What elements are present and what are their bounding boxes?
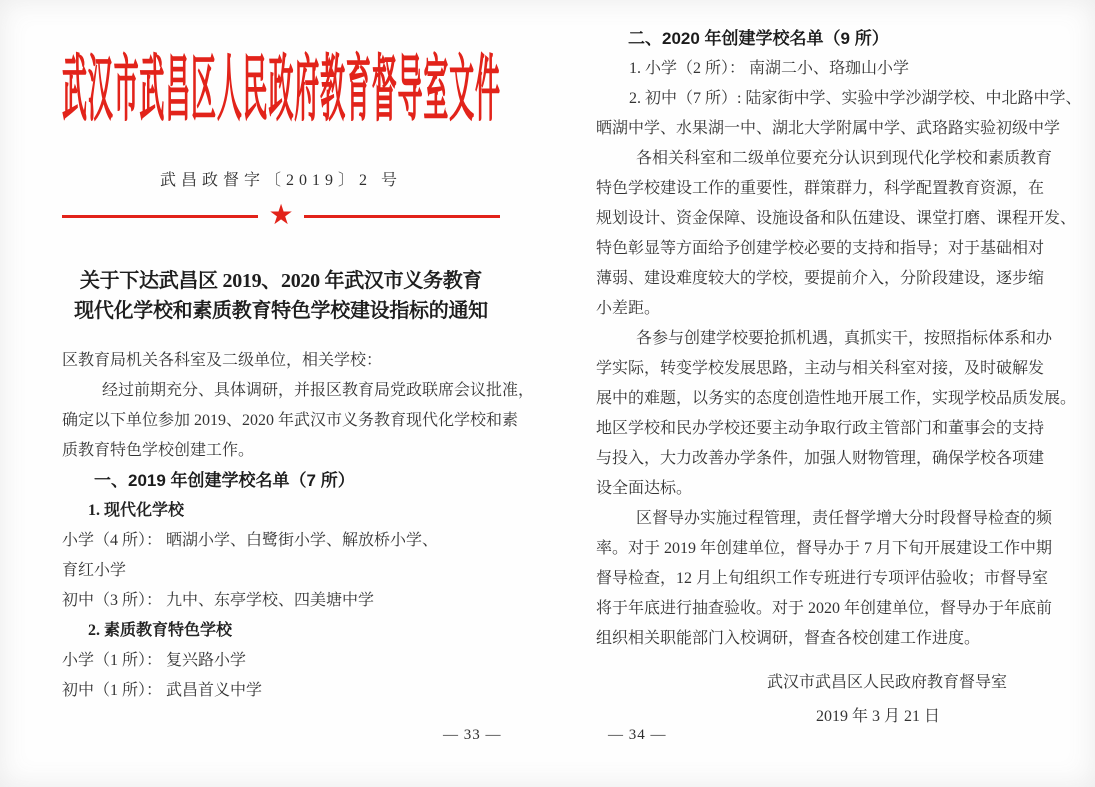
body-line: 确定以下单位参加 2019、2020 年武汉市义务教育现代化学校和素 bbox=[62, 412, 519, 429]
right-page-body bbox=[596, 24, 1082, 654]
body-line: 质教育特色学校创建工作。 bbox=[62, 442, 255, 459]
body-line: 经过前期充分、具体调研，并报区教育局党政联席会议批准， bbox=[102, 382, 535, 399]
body-line: 规划设计、资金保障、设施设备和队伍建设、课堂打磨、课程开发、 bbox=[596, 210, 1077, 227]
title-line: 关于下达武昌区 2019、2020 年武汉市义务教育 bbox=[79, 270, 483, 292]
salutation: 区教育局机关各科室及二级单位，相关学校： bbox=[62, 352, 383, 369]
red-divider-rule bbox=[62, 198, 500, 231]
document-page-left bbox=[62, 0, 535, 787]
issue-date: 2019 年 3 月 21 日 bbox=[815, 708, 940, 725]
school-list-line: 2. 初中（7 所）: 陆家街中学、实验中学沙湖学校、中北路中学、 bbox=[629, 90, 1082, 107]
document-page-right bbox=[596, 0, 1082, 787]
body-line: 学实际，转变学校发展思路，主动与相关科室对接，及时破解发 bbox=[596, 360, 1045, 377]
subsection-heading: 1. 现代化学校 bbox=[88, 502, 185, 519]
issuing-authority: 武汉市武昌区人民政府教育督导室 bbox=[766, 674, 1007, 691]
school-list-line: 小学（4 所）： 晒湖小学、白鹭街小学、解放桥小学、 bbox=[62, 532, 439, 549]
body-line: 展中的难题，以务实的态度创造性地开展工作，实现学校品质发展。 bbox=[596, 390, 1077, 407]
body-line: 区督导办实施过程管理，责任督学增大分时段督导检查的频 bbox=[636, 510, 1053, 527]
left-page-body bbox=[62, 346, 535, 706]
school-list-line: 晒湖中学、水果湖一中、湖北大学附属中学、武珞路实验初级中学 bbox=[596, 120, 1061, 137]
body-line: 组织相关职能部门入校调研，督查各校创建工作进度。 bbox=[596, 630, 981, 647]
subsection-heading: 2. 素质教育特色学校 bbox=[88, 622, 233, 639]
body-line: 特色学校建设工作的重要性，群策群力，科学配置教育资源，在 bbox=[596, 180, 1045, 197]
red-star-icon: ★ bbox=[268, 198, 294, 231]
signature-block bbox=[596, 668, 1040, 732]
body-line: 薄弱、建设难度较大的学校，要提前介入，分阶段建设，逐步缩 bbox=[596, 270, 1045, 287]
body-line: 各相关科室和二级单位要充分认识到现代化学校和素质教育 bbox=[636, 150, 1053, 167]
school-list-line: 1. 小学（2 所）： 南湖二小、珞珈山小学 bbox=[629, 60, 910, 77]
school-list-line: 育红小学 bbox=[62, 562, 127, 579]
section-1-heading: 一、2019 年创建学校名单（7 所） bbox=[94, 471, 355, 490]
body-line: 地区学校和民办学校还要主动争取行政主管部门和董事会的支持 bbox=[596, 420, 1045, 437]
body-line: 将于年底进行抽查验收。对于 2020 年创建单位，督导办于年底前 bbox=[596, 600, 1053, 617]
body-line: 率。对于 2019 年创建单位，督导办于 7 月下旬开展建设工作中期 bbox=[596, 540, 1053, 557]
body-line: 设全面达标。 bbox=[596, 480, 693, 497]
school-list-line: 初中（3 所）： 九中、东亭学校、四美塘中学 bbox=[62, 592, 375, 609]
body-line: 各参与创建学校要抢抓机遇，真抓实干，按照指标体系和办 bbox=[636, 330, 1053, 347]
document-title bbox=[52, 266, 510, 326]
page-number-33: — 33 — bbox=[443, 727, 502, 743]
body-line: 与投入，大力改善办学条件，加强人财物管理，确保学校各项建 bbox=[596, 450, 1045, 467]
page-number-34: — 34 — bbox=[608, 727, 667, 743]
red-letterhead-banner: 武汉市武昌区人民政府教育督导室文件 bbox=[62, 50, 500, 132]
section-2-heading: 二、2020 年创建学校名单（9 所） bbox=[628, 29, 889, 48]
body-line: 小差距。 bbox=[596, 300, 661, 317]
school-list-line: 小学（1 所）： 复兴路小学 bbox=[62, 652, 247, 669]
body-line: 督导检查，12 月上旬组织工作专班进行专项评估验收；市督导室 bbox=[596, 570, 1049, 587]
document-number: 武昌政督字〔2019〕2 号 bbox=[159, 172, 402, 189]
school-list-line: 初中（1 所）： 武昌首义中学 bbox=[62, 682, 263, 699]
title-line: 现代化学校和素质教育特色学校建设指标的通知 bbox=[74, 300, 488, 322]
body-line: 特色彰显等方面给予创建学校必要的支持和指导；对于基础相对 bbox=[596, 240, 1045, 257]
